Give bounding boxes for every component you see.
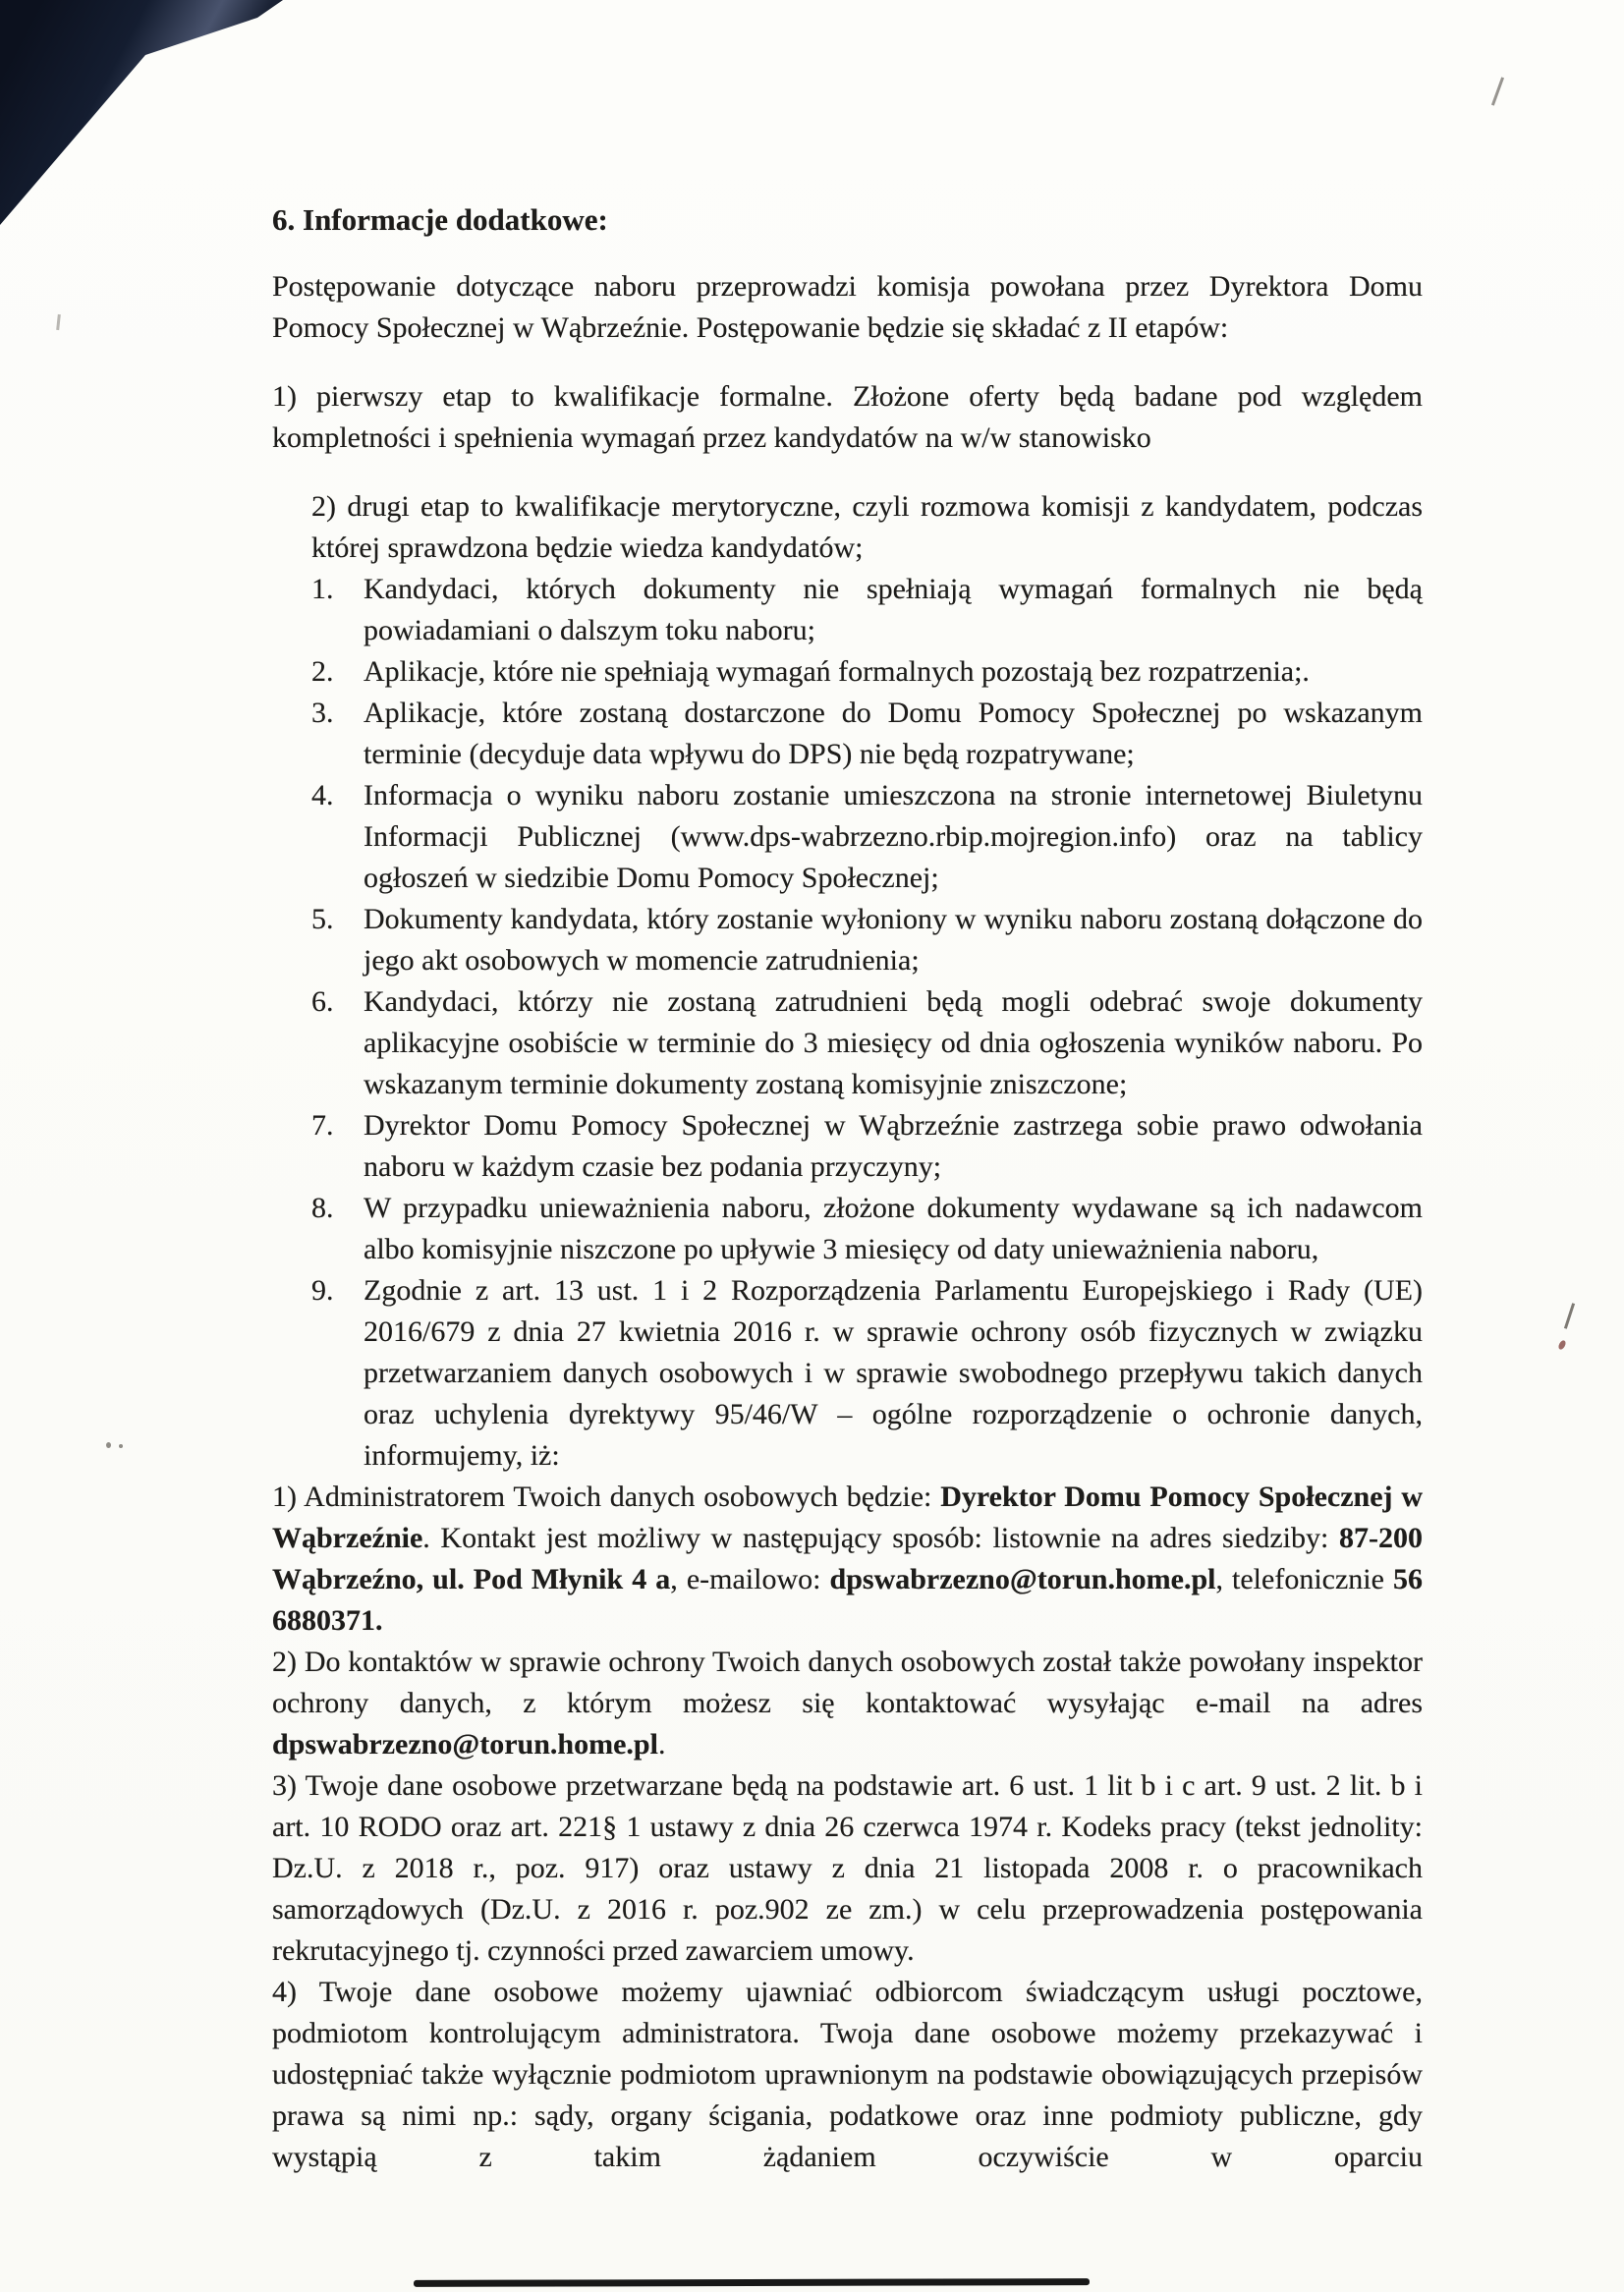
first-stage-paragraph: 1) pierwszy etap to kwalifikacje formalne. Złożone oferty będą badane pod względem kompletności i spełnienia wymagań przez kandydatów na w/w stanowisko: [272, 380, 1423, 454]
scan-bottom-edge-line: [414, 2278, 1090, 2287]
second-stage-paragraph: 2) drugi etap to kwalifikacje merytoryczne, czyli rozmowa komisji z kandydatem, podczas której sprawdzona będzie wiedza kandydatów;: [311, 490, 1423, 564]
text-segment: dpswabrzezno@torun.home.pl: [272, 1728, 658, 1761]
list-item-text: Dokumenty kandydata, który zostanie wyłoniony w wyniku naboru zostaną dołączone do jego akt osobowych w momencie zatrudnienia;: [364, 903, 1423, 977]
scan-slash-mark-right: [1564, 1303, 1575, 1329]
list-item: [311, 1105, 1423, 1188]
list-item-text: Kandydaci, którzy nie zostaną zatrudnieni będą mogli odebrać swoje dokumenty aplikacyjne osobiście w terminie do 3 miesięcy od dnia ogłoszenia wyników naboru. Po wskazanym terminie dokumenty zostaną komisyjnie zniszczone;: [364, 985, 1423, 1100]
scan-speck-top-left: [56, 314, 61, 330]
list-item: [311, 899, 1423, 981]
text-segment: dpswabrzezno@torun.home.pl: [829, 1563, 1216, 1595]
list-item: [311, 981, 1423, 1105]
list-item: [311, 775, 1423, 899]
list-item: [311, 1270, 1423, 1477]
rodo-paragraph: [272, 1972, 1423, 2178]
list-item: [311, 569, 1423, 651]
text-segment: 4) Twoje dane osobowe możemy ujawniać odbiorcom świadczącym usługi pocztowe, podmiotom kontrolującym administratora. Twoja dane osobowe możemy przekazywać i udostępniać także wyłącznie podmiotom uprawnionym na podstawie obowiązujących przepisów prawa są nimi np.: sądy, organy ścigania, podatkowe oraz inne podmioty publiczne, gdy wystąpią z takim żądaniem oczywiście w oparciu: [272, 1976, 1423, 2173]
scan-speck-right: [1557, 1339, 1567, 1351]
list-item-text: W przypadku unieważnienia naboru, złożone dokumenty wydawane są ich nadawcom albo komisyjnie niszczone po upływie 3 miesięcy od daty unieważnienia naboru,: [364, 1192, 1423, 1265]
rodo-clauses: [272, 1477, 1423, 2178]
list-item-text: Aplikacje, które nie spełniają wymagań formalnych pozostają bez rozpatrzenia;.: [364, 655, 1310, 688]
list-item-number: 6.: [311, 985, 334, 1018]
rodo-paragraph: [272, 1642, 1423, 1765]
second-stage-block: [311, 486, 1423, 1477]
text-segment: , e-mailowo:: [670, 1563, 830, 1595]
list-item-number: 9.: [311, 1274, 334, 1307]
list-item-number: 8.: [311, 1192, 334, 1224]
text-segment: 1) Administratorem Twoich danych osobowych będzie:: [272, 1481, 941, 1513]
content-area: [272, 199, 1423, 2178]
text-segment: 56 6880371.: [272, 1563, 1423, 1637]
list-item-number: 4.: [311, 779, 334, 811]
list-item-number: 1.: [311, 573, 334, 605]
scan-specks-left: [106, 1442, 132, 1450]
section-heading: 6. Informacje dodatkowe:: [272, 202, 608, 237]
scan-corner-fold-artifact: [0, 0, 291, 230]
scan-slash-mark-top-right: [1491, 77, 1504, 105]
text-segment: 2) Do kontaktów w sprawie ochrony Twoich danych osobowych został także powołany inspektor ochrony danych, z którym możesz się kontaktować wysyłając e-mail na adres: [272, 1646, 1423, 1719]
text-segment: .: [657, 1728, 666, 1761]
rodo-paragraph: [272, 1477, 1423, 1642]
intro-paragraph: Postępowanie dotyczące naboru przeprowadzi komisja powołana przez Dyrektora Domu Pomocy Społecznej w Wąbrzeźnie. Postępowanie będzie się składać z II etapów:: [272, 270, 1423, 344]
list-item-number: 2.: [311, 655, 334, 688]
list-item-text: Informacja o wyniku naboru zostanie umieszczona na stronie internetowej Biuletynu Informacji Publicznej (www.dps-wabrzezno.rbip.mojregion.info) oraz na tablicy ogłoszeń w siedzibie Domu Pomocy Społecznej;: [364, 779, 1423, 894]
text-segment: Dyrektor Domu Pomocy Społecznej w Wąbrzeźnie: [272, 1481, 1424, 1554]
text-segment: 87-200 Wąbrzeźno, ul. Pod Młynik 4 a: [272, 1522, 1423, 1595]
list-item: [311, 693, 1423, 775]
rodo-paragraph: [272, 1765, 1423, 1972]
list-item-number: 5.: [311, 903, 334, 935]
list-item-text: Zgodnie z art. 13 ust. 1 i 2 Rozporządzenia Parlamentu Europejskiego i Rady (UE) 2016/679 z dnia 27 kwietnia 2016 r. w sprawie ochrony osób fizycznych w związku przetwarzaniem danych osobowych i w sprawie swobodnego przepływu takich danych oraz uchylenia dyrektywy 95/46/W – ogólne rozporządzenie o ochronie danych, informujemy, iż:: [364, 1274, 1423, 1472]
text-segment: , telefonicznie: [1215, 1563, 1393, 1595]
list-item-number: 7.: [311, 1109, 334, 1142]
list-item-number: 3.: [311, 697, 334, 729]
list-item: [311, 651, 1423, 693]
list-item: [311, 1188, 1423, 1270]
conditions-list: [311, 569, 1423, 1477]
list-item-text: Kandydaci, których dokumenty nie spełniają wymagań formalnych nie będą powiadamiani o dalszym toku naboru;: [364, 573, 1423, 646]
list-item-text: Aplikacje, które zostaną dostarczone do Domu Pomocy Społecznej po wskazanym terminie (decyduje data wpływu do DPS) nie będą rozpatrywane;: [364, 697, 1423, 770]
text-segment: . Kontakt jest możliwy w następujący sposób: listownie na adres siedziby:: [422, 1522, 1339, 1554]
text-segment: 3) Twoje dane osobowe przetwarzane będą na podstawie art. 6 ust. 1 lit b i c art. 9 ust. 2 lit. b i art. 10 RODO oraz art. 221§ 1 ustawy z dnia 26 czerwca 1974 r. Kodeks pracy (tekst jednolity: Dz.U. z 2018 r., poz. 917) oraz ustawy z dnia 21 listopada 2008 r. o pracownikach samorządowych (Dz.U. z 2016 r. poz.902 ze zm.) w celu przeprowadzenia postępowania rekrutacyjnego tj. czynności przed zawarciem umowy.: [272, 1769, 1423, 1967]
list-item-text: Dyrektor Domu Pomocy Społecznej w Wąbrzeźnie zastrzega sobie prawo odwołania naboru w każdym czasie bez podania przyczyny;: [364, 1109, 1423, 1183]
